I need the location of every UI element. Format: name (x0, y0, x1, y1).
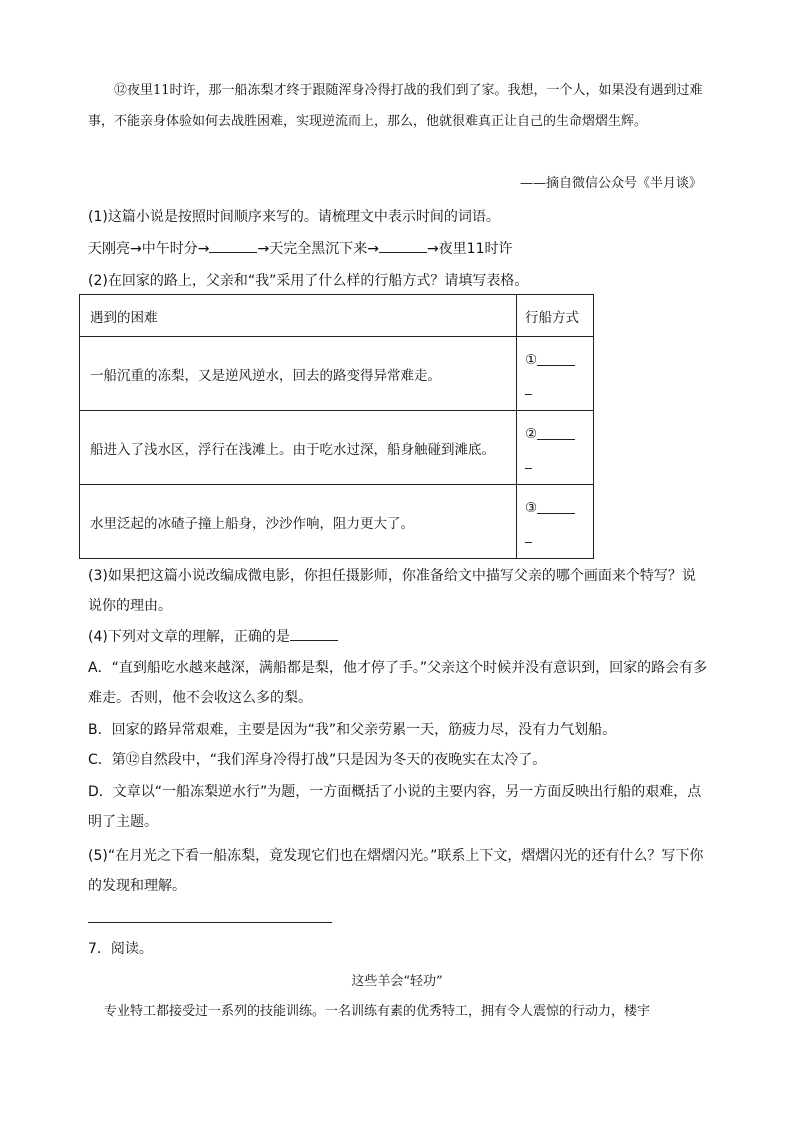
table-cell-difficulty: 水里泛起的冰碴子撞上船身，沙沙作响，阻力更大了。 (80, 485, 517, 559)
question-4-prompt (88, 626, 708, 646)
table-cell-difficulty: 一船沉重的冻梨，又是逆风逆水，回去的路变得异常难走。 (80, 337, 517, 411)
table-row (80, 411, 594, 485)
question-1-sequence (88, 238, 708, 258)
table-cell-answer[interactable] (517, 411, 594, 485)
option-d[interactable]: D．文章以“一船冻梨逆水行”为题，一方面概括了小说的主要内容，另一方面反映出行船的艰难，点明了主题。 (88, 784, 702, 830)
answer-blank-continuation: _ (525, 527, 532, 544)
sequence-part-b: →天完全黑沉下来→ (257, 241, 379, 257)
answer-blank-continuation: _ (525, 379, 532, 396)
answer-marker: ③ (525, 499, 538, 516)
answer-line[interactable] (88, 922, 332, 923)
answer-blank-continuation: _ (525, 453, 532, 470)
passage-source: ——摘自微信公众号《半月谈》 (519, 176, 702, 191)
question-7-label: 7．阅读。 (88, 941, 153, 957)
passage-paragraph-12: ⑫夜里11时许，那一船冻梨才终于跟随浑身冷得打战的我们到了家。我想，一个人，如果没有遇到过难事，不能亲身体验如何去战胜困难，实现逆流而上，那么，他就很难真正让自己的生命熠熠生辉。 (88, 83, 703, 129)
article-title: 这些羊会“轻功” (351, 974, 443, 989)
answer-blank[interactable] (537, 501, 575, 514)
answer-blank[interactable] (537, 353, 575, 366)
sequence-part-a: 天刚亮→中午时分→ (88, 241, 210, 257)
table-header-row (80, 295, 594, 337)
option-c[interactable]: C．第⑫自然段中，“我们浑身冷得打战”只是因为冬天的夜晚实在太冷了。 (88, 752, 547, 768)
answer-marker: ② (525, 425, 538, 442)
table-cell-answer[interactable] (517, 337, 594, 411)
question-2-prompt: (2)在回家的路上，父亲和“我”采用了什么样的行船方式？请填写表格。 (88, 273, 529, 289)
answer-slot[interactable] (525, 497, 585, 547)
table-header-method: 行船方式 (517, 295, 594, 337)
answer-blank-1[interactable] (209, 238, 257, 253)
article-first-line: 专业特工都接受过一系列的技能训练。一名训练有素的优秀特工，拥有令人震惊的行动力，楼宇 (104, 1004, 651, 1019)
table-row (80, 485, 594, 559)
table-header-difficulty: 遇到的困难 (80, 295, 517, 337)
question-1-prompt: (1)这篇小说是按照时间顺序来写的。请梳理文中表示时间的词语。 (88, 209, 500, 225)
question-4-text: (4)下列对文章的理解，正确的是 (88, 629, 290, 645)
answer-table (79, 294, 594, 559)
question-5-prompt: (5)“在月光之下看一船冻梨，竟发现它们也在熠熠闪光。”联系上下文，熠熠闪光的还有什么？写下你的发现和理解。 (88, 848, 704, 894)
answer-blank[interactable] (537, 427, 575, 440)
answer-blank-4[interactable] (290, 626, 338, 641)
table-cell-answer[interactable] (517, 485, 594, 559)
table-row (80, 337, 594, 411)
sequence-part-c: →夜里11时许 (426, 241, 513, 257)
answer-slot[interactable] (525, 423, 585, 473)
option-b[interactable]: B．回家的路异常艰难，主要是因为“我”和父亲劳累一天，筋疲力尽，没有力气划船。 (88, 722, 617, 738)
answer-blank-2[interactable] (379, 238, 427, 253)
table-cell-difficulty: 船进入了浅水区，浮行在浅滩上。由于吃水过深，船身触碰到滩底。 (80, 411, 517, 485)
answer-slot[interactable] (525, 349, 585, 399)
answer-marker: ① (525, 351, 538, 368)
question-3-prompt: (3)如果把这篇小说改编成微电影，你担任摄影师，你准备给文中描写父亲的哪个画面来个特写？说说你的理由。 (88, 568, 696, 614)
option-a[interactable]: A．“直到船吃水越来越深，满船都是梨，他才停了手。”父亲这个时候并没有意识到，回家的路会有多难走。否则，他不会收这么多的梨。 (88, 660, 708, 706)
